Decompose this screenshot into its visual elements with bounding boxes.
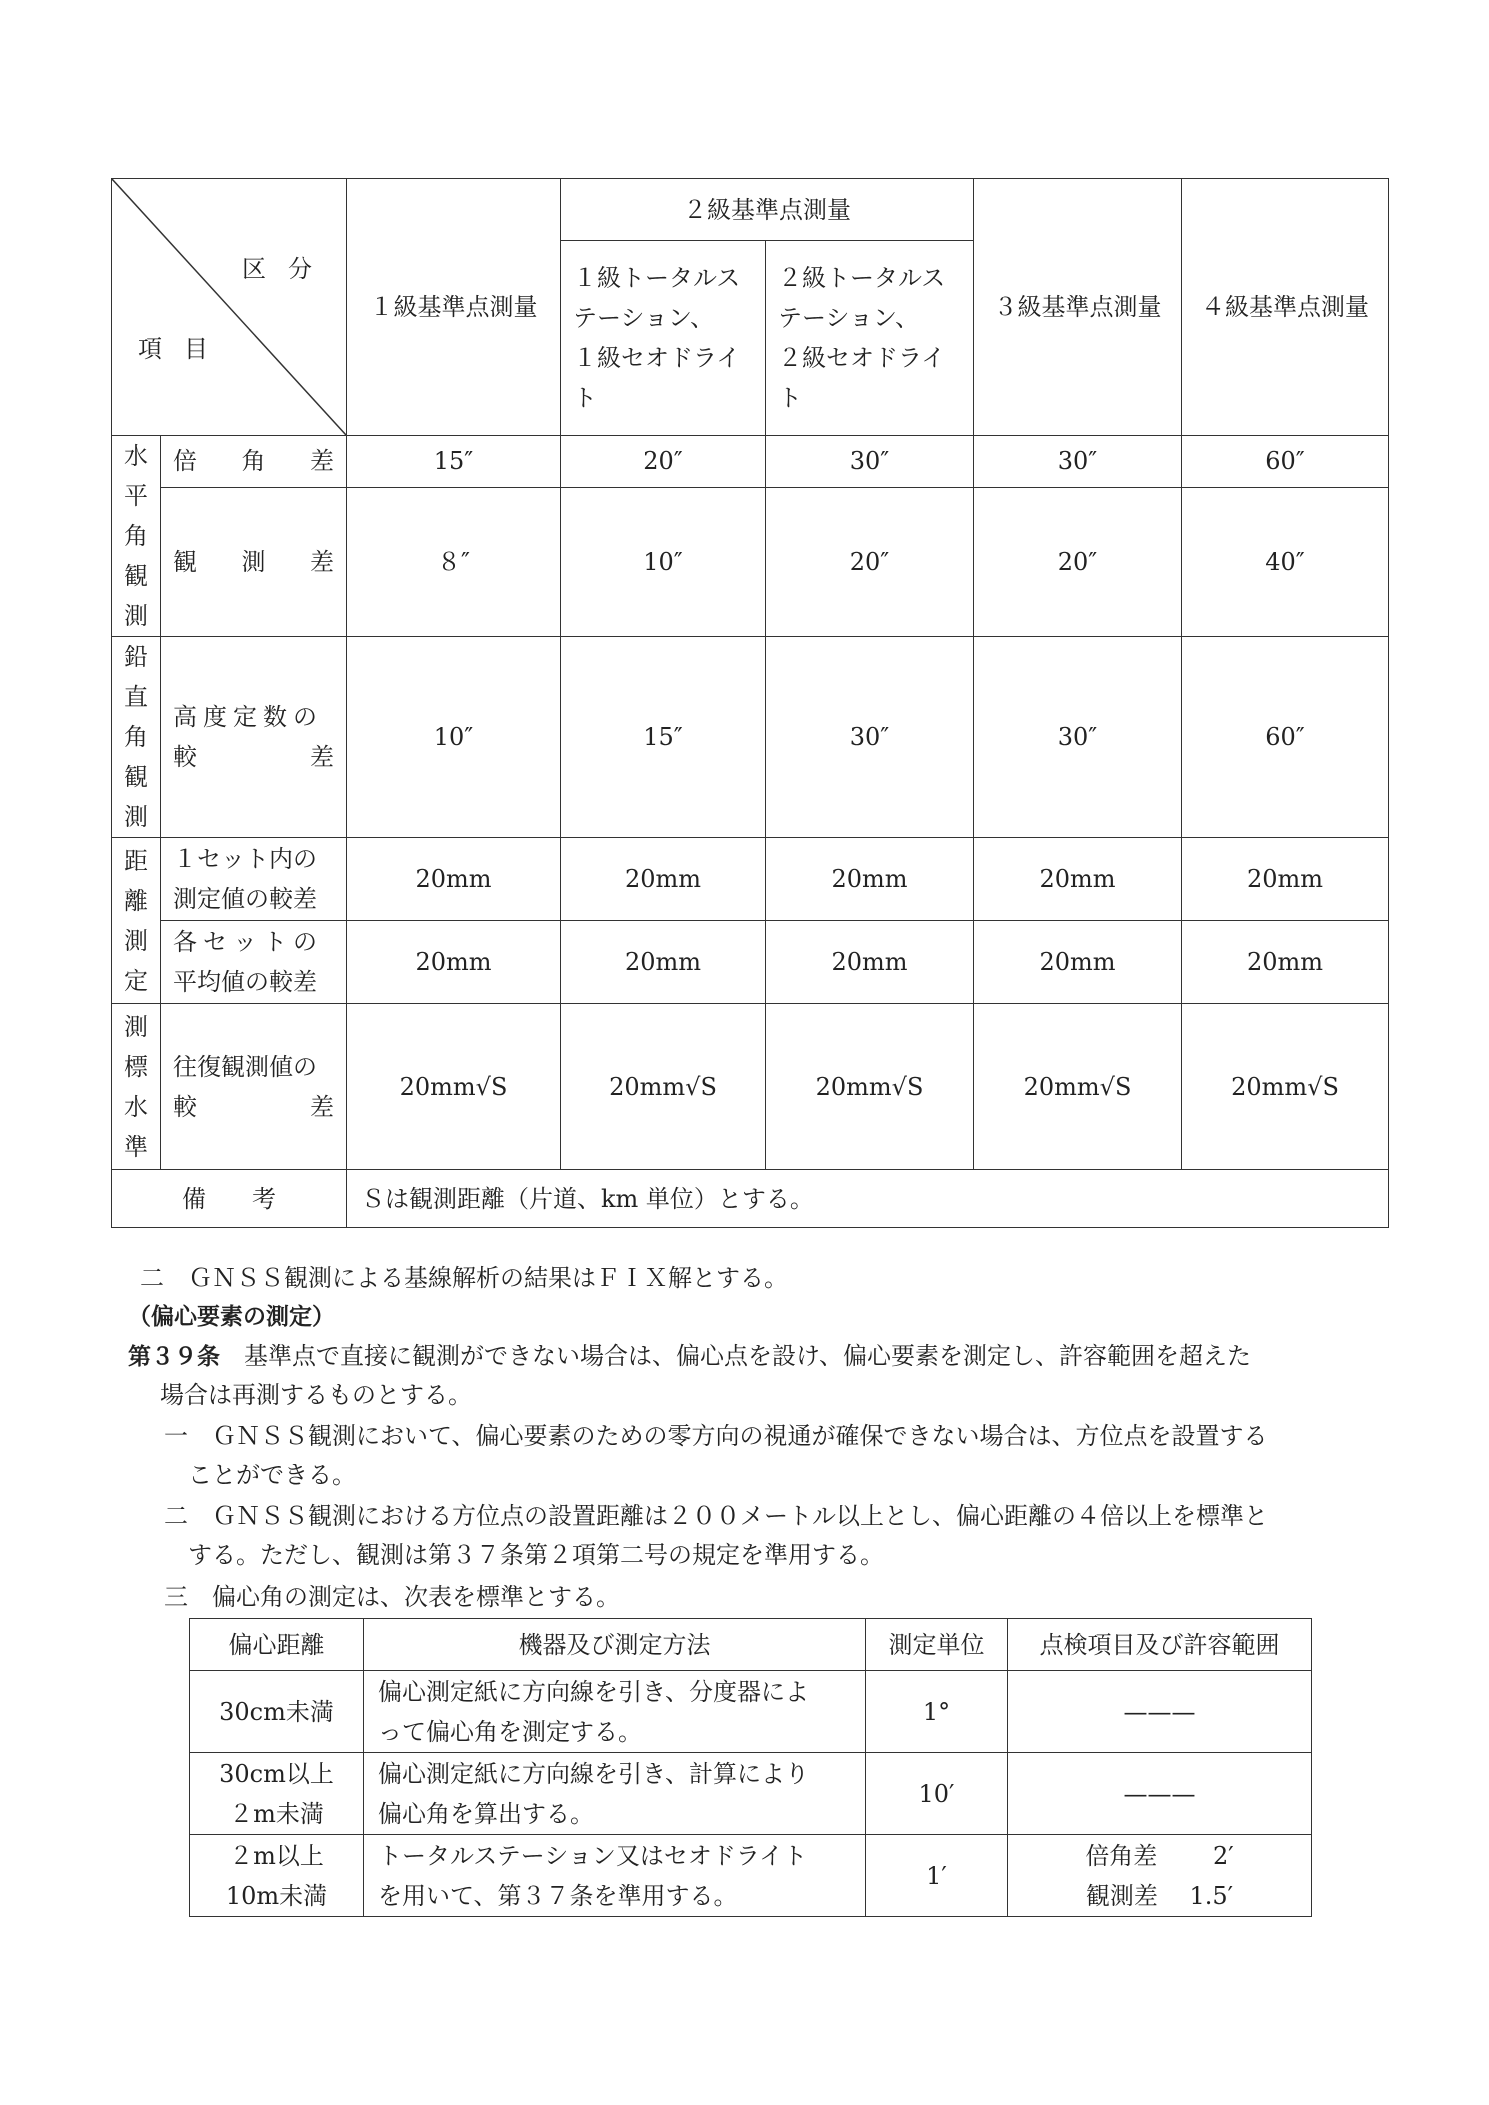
group-leveling	[112, 1004, 161, 1170]
method-line: って偏心角を測定する。	[378, 1717, 642, 1746]
table-cell: 20mm	[974, 838, 1182, 921]
group-horizontal-angle	[112, 436, 161, 637]
table-cell: 20mm	[974, 921, 1182, 1004]
table-cell: 20mm	[347, 921, 561, 1004]
item-double-angle-diff	[161, 436, 347, 488]
item-round-trip-diff	[161, 1004, 347, 1170]
section-heading: （偏心要素の測定）	[128, 1304, 335, 1330]
item-char: 観	[173, 547, 197, 576]
item-char: 差	[310, 547, 334, 576]
table-cell	[364, 1671, 866, 1753]
table-cell: 20mm	[766, 838, 974, 921]
remark-char: 考	[252, 1184, 276, 1213]
table-cell	[364, 1753, 866, 1835]
item-char: 差	[310, 743, 334, 771]
dist-line: 10m未満	[225, 1881, 328, 1910]
item-2-text: 二 ＧＮＳＳ観測による基線解析の結果はＦＩＸ解とする。	[140, 1264, 788, 1292]
col-header-grade2-ts1	[561, 241, 766, 436]
dist-line: ２m未満	[229, 1799, 324, 1828]
table-cell: 15″	[561, 637, 766, 838]
item-line: 各セットの	[173, 928, 323, 956]
tolerance-line: 倍角差 2′	[1085, 1841, 1234, 1870]
remark-label-cell	[112, 1170, 347, 1228]
item-char: 較	[173, 743, 197, 771]
table-cell: 1′	[866, 1835, 1008, 1917]
item-char: 差	[310, 1092, 334, 1121]
header-koumoku: 項目	[138, 335, 230, 363]
group-char: 鉛	[124, 643, 148, 671]
col-header-unit: 測定単位	[866, 1619, 1008, 1671]
paragraph-1-line-1: 一 ＧＮＳＳ観測において、偏心要素のための零方向の視通が確保できない場合は、方位点を設置する	[164, 1422, 1268, 1450]
header-line: テーション、	[573, 304, 715, 332]
table-cell: 20mm	[1182, 838, 1389, 921]
tolerance-line: 観測差 1.5′	[1085, 1881, 1234, 1910]
table-cell: 30″	[766, 637, 974, 838]
group-char: 定	[124, 966, 148, 995]
table-cell	[190, 1753, 364, 1835]
item-line: 高度定数の	[173, 703, 323, 731]
paragraph-2-line-2: する。ただし、観測は第３７条第２項第二号の規定を準用する。	[188, 1541, 884, 1569]
group-char: 測	[124, 926, 148, 955]
col-header-grade4: ４級基準点測量	[1182, 179, 1389, 436]
header-line: ２級トータルス	[778, 264, 946, 292]
table-cell: ８″	[347, 487, 561, 636]
col-header-method: 機器及び測定方法	[364, 1619, 866, 1671]
table-cell: 20mm	[347, 838, 561, 921]
col-header-distance: 偏心距離	[190, 1619, 364, 1671]
col-header-grade2-ts2	[766, 241, 974, 436]
group-char: 角	[124, 723, 148, 751]
header-line: ト	[573, 384, 597, 412]
diagonal-line	[112, 179, 346, 435]
article-text: 基準点で直接に観測ができない場合は、偏心点を設け、偏心要素を測定し、許容範囲を超えた	[220, 1342, 1252, 1370]
table-cell	[1008, 1835, 1312, 1917]
group-char: 測	[124, 803, 148, 831]
table-cell: 20mm√S	[561, 1004, 766, 1170]
group-vertical-angle	[112, 637, 161, 838]
group-char: 測	[124, 602, 148, 630]
item-char: 差	[310, 447, 334, 476]
header-line: ト	[778, 384, 802, 412]
group-char: 離	[124, 886, 148, 915]
item-char: 角	[241, 447, 266, 476]
paragraph-1-line-2: ことができる。	[188, 1461, 356, 1489]
col-header-grade3: ３級基準点測量	[974, 179, 1182, 436]
table-cell: 15″	[347, 436, 561, 488]
header-line: ２級セオドライ	[778, 344, 946, 372]
header-line: １級トータルス	[573, 264, 741, 292]
dist-line: 30cm以上	[219, 1759, 334, 1788]
item-observation-diff	[161, 487, 347, 636]
item-char: 較	[173, 1092, 197, 1121]
corner-header-cell	[112, 179, 347, 436]
table-cell	[364, 1835, 866, 1917]
col-header-grade2: ２級基準点測量	[561, 179, 974, 241]
header-line: １級セオドライ	[573, 344, 741, 372]
table-cell: 30″	[766, 436, 974, 488]
table-cell: 20mm	[561, 921, 766, 1004]
table-cell: 10″	[561, 487, 766, 636]
table-cell: 20mm√S	[766, 1004, 974, 1170]
group-char: 水	[124, 442, 148, 470]
header-line: テーション、	[778, 304, 920, 332]
group-char: 測	[124, 1012, 148, 1041]
table-cell: 20mm	[766, 921, 974, 1004]
group-char: 観	[124, 763, 148, 791]
method-line: 偏心角を算出する。	[378, 1799, 594, 1828]
table-cell: 20″	[974, 487, 1182, 636]
article-number: 第３９条	[128, 1344, 220, 1370]
item-in-set-diff	[161, 838, 347, 921]
group-char: 角	[124, 522, 148, 550]
table-cell: 10″	[347, 637, 561, 838]
table-cell: 20mm	[561, 838, 766, 921]
paragraph-2-line-1: 二 ＧＮＳＳ観測における方位点の設置距離は２００メートル以上とし、偏心距離の４倍以上を標準と	[164, 1502, 1268, 1530]
item-line: 往復観測値の	[173, 1052, 317, 1081]
group-distance	[112, 838, 161, 1004]
table-cell: 60″	[1182, 436, 1389, 488]
article-text-cont: 場合は再測するものとする。	[160, 1381, 472, 1409]
col-header-grade1: １級基準点測量	[347, 179, 561, 436]
table-cell: 30cm未満	[190, 1671, 364, 1753]
remark-char: 備	[182, 1184, 206, 1213]
item-height-constant-diff	[161, 637, 347, 838]
table-cell: 30″	[974, 436, 1182, 488]
table-cell: ———	[1008, 1753, 1312, 1835]
table-cell: 10′	[866, 1753, 1008, 1835]
table-cell: 20mm√S	[974, 1004, 1182, 1170]
method-line: トータルステーション又はセオドライト	[378, 1841, 808, 1870]
table-cell: 1°	[866, 1671, 1008, 1753]
table-cell	[190, 1835, 364, 1917]
article-paragraph	[128, 1337, 1251, 1376]
group-char: 距	[124, 846, 148, 875]
table-cell: 30″	[974, 637, 1182, 838]
col-header-tolerance: 点検項目及び許容範囲	[1008, 1619, 1312, 1671]
item-set-mean-diff	[161, 921, 347, 1004]
tolerance-table	[111, 178, 1389, 1228]
group-char: 標	[124, 1052, 148, 1081]
group-char: 準	[124, 1132, 148, 1161]
table-cell: ———	[1008, 1671, 1312, 1753]
method-line: 偏心測定紙に方向線を引き、計算により	[378, 1759, 810, 1788]
table-cell: 20mm√S	[1182, 1004, 1389, 1170]
table-cell: 20″	[766, 487, 974, 636]
paragraph-3: 三 偏心角の測定は、次表を標準とする。	[164, 1583, 620, 1611]
table-cell: 20″	[561, 436, 766, 488]
item-line: 平均値の較差	[173, 968, 317, 996]
group-char: 平	[124, 482, 148, 510]
table-cell: 40″	[1182, 487, 1389, 636]
item-char: 倍	[173, 447, 197, 476]
remark-text: Ｓは観測距離（片道、km 単位）とする。	[347, 1170, 1389, 1228]
method-line: を用いて、第３７条を準用する。	[378, 1881, 738, 1910]
group-char: 観	[124, 562, 148, 590]
table-cell: 20mm	[1182, 921, 1389, 1004]
table-cell: 60″	[1182, 637, 1389, 838]
header-kubun: 区分	[242, 255, 334, 283]
dist-line: ２m以上	[229, 1841, 324, 1870]
item-line: 測定値の較差	[173, 885, 317, 913]
item-line: １セット内の	[173, 845, 317, 873]
group-char: 直	[124, 683, 148, 711]
eccentric-angle-table	[189, 1618, 1312, 1917]
method-line: 偏心測定紙に方向線を引き、分度器によ	[378, 1677, 810, 1706]
group-char: 水	[124, 1092, 148, 1121]
item-char: 測	[241, 547, 266, 576]
table-cell: 20mm√S	[347, 1004, 561, 1170]
